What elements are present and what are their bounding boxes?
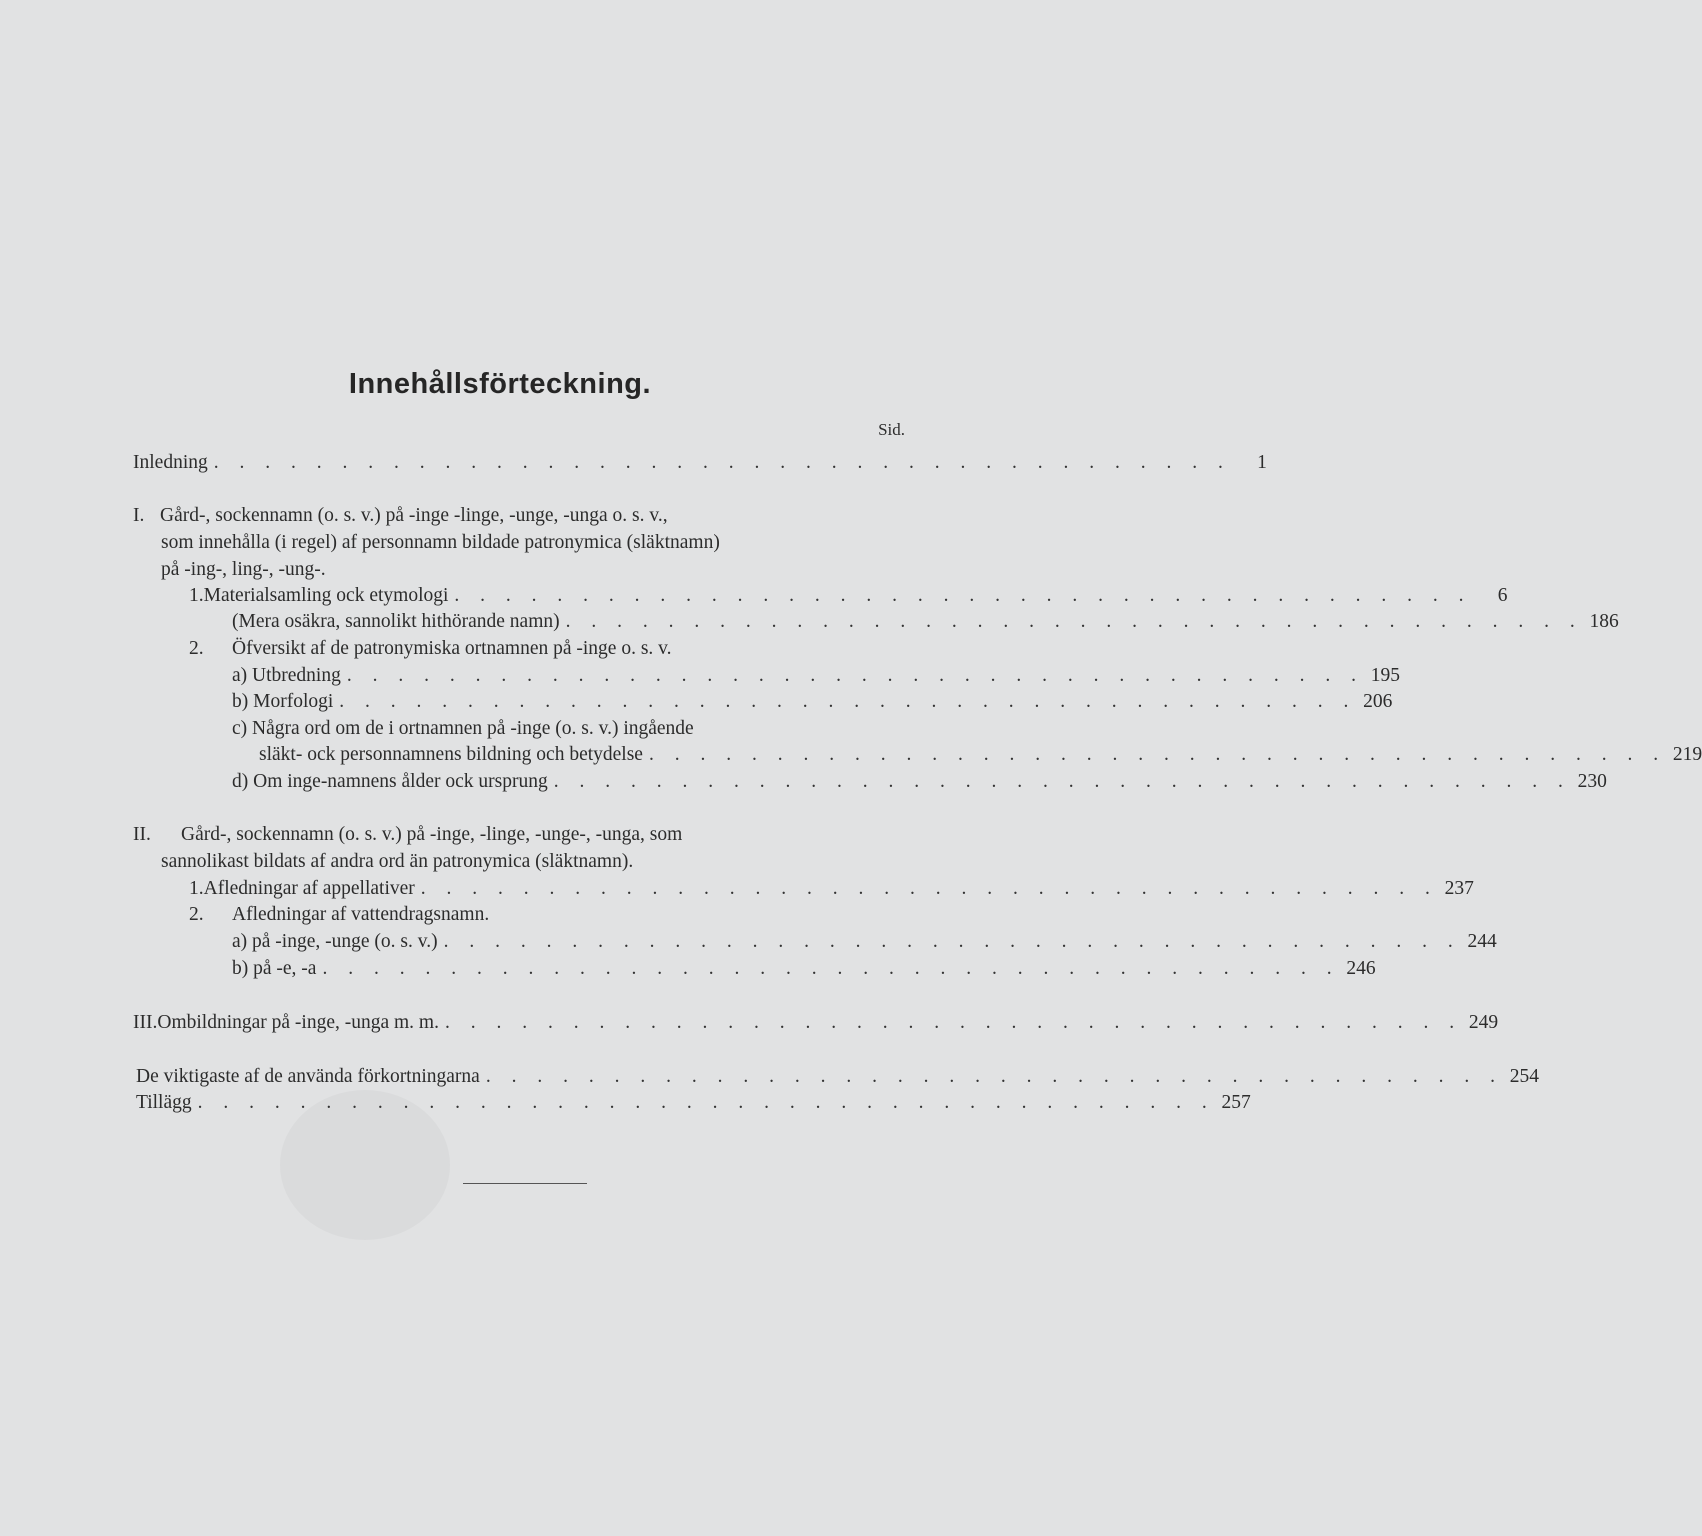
dot-leader: . . . . . . . . . . . . . . . . . . . . . . . . . . . . . . . . . . . . . . . .: [485, 1066, 1503, 1087]
section-number: III.: [133, 1012, 158, 1033]
toc-entry: [189, 636, 672, 662]
toc-entry: [189, 583, 1508, 609]
toc-entry: [189, 902, 489, 928]
toc-entry: [189, 876, 1474, 902]
entry-text: som innehålla (i regel) af personnamn bildade patronymica (släktnamn): [161, 532, 720, 553]
page-number: 237: [1444, 878, 1474, 899]
entry-text: a) Utbredning: [232, 665, 341, 686]
page-number: 230: [1577, 771, 1607, 792]
entry-text: De viktigaste af de använda förkortningarna: [136, 1066, 480, 1087]
section-number: 2.: [189, 904, 204, 925]
dot-leader: . . . . . . . . . . . . . . . . . . . . . . . . . . . . . . . . . . . . . . . .: [444, 1012, 1463, 1033]
toc-entry: [232, 929, 1497, 955]
entry-text: Tillägg: [136, 1092, 192, 1113]
entry-text: släkt- ock personnamnens bildning och betydelse: [259, 744, 643, 765]
entry-text: Inledning: [133, 452, 208, 473]
dot-leader: . . . . . . . . . . . . . . . . . . . . . . . . . . . . . . . . . . . . . . . .: [197, 1092, 1215, 1113]
dot-leader: . . . . . . . . . . . . . . . . . . . . . . . . . . . . . . . . . . . . . . . .: [420, 878, 1438, 899]
dot-leader: . . . . . . . . . . . . . . . . . . . . . . . . . . . . . . . . . . . . . . . .: [346, 665, 1364, 686]
page-column-label: Sid.: [878, 420, 905, 439]
toc-entry: [232, 716, 694, 742]
page-number: 1: [1257, 452, 1267, 473]
page-number: 244: [1467, 931, 1497, 952]
toc-entry: [232, 609, 1619, 635]
section-number: 1.: [189, 878, 204, 899]
dot-leader: . . . . . . . . . . . . . . . . . . . . . . . . . . . . . . . . . . . . . . . .: [322, 958, 1340, 979]
section-number: 1.: [189, 585, 204, 606]
dot-leader: . . . . . . . . . . . . . . . . . . . . . . . . . . . . . . . . . . . . . . . .: [443, 931, 1461, 952]
entry-text: b) på -e, -a: [232, 958, 317, 979]
toc-entry: [232, 769, 1607, 795]
toc-entry-inledning: [133, 450, 1267, 476]
entry-text: Afledningar af appellativer: [203, 878, 415, 899]
dot-leader: . . . . . . . . . . . . . . . . . . . . . . . . . . . . . . . . . . . . . . . .: [565, 611, 1583, 632]
dot-leader: . . . . . . . . . . . . . . . . . . . . . . . . . . . . . . . . . . . . . . . .: [339, 691, 1357, 712]
page-number: 6: [1497, 585, 1508, 606]
entry-text: d) Om inge-namnens ålder ock ursprung: [232, 771, 548, 792]
entry-text: (Mera osäkra, sannolikt hithörande namn): [232, 611, 560, 632]
toc-part-heading-cont: [161, 530, 720, 556]
entry-text: Öfversikt af de patronymiska ortnamnen på -inge o. s. v.: [232, 638, 672, 659]
page-number: 246: [1346, 958, 1376, 979]
entry-text: sannolikast bildats af andra ord än patronymica (släktnamn).: [161, 851, 634, 872]
entry-text: Afledningar af vattendragsnamn.: [232, 904, 490, 925]
toc-entry-tillagg: [136, 1090, 1251, 1116]
toc-part-heading: [133, 1010, 1499, 1036]
toc-entry: [232, 689, 1393, 715]
section-number: 2.: [189, 638, 204, 659]
toc-part-heading-cont: [161, 557, 326, 583]
dot-leader: . . . . . . . . . . . . . . . . . . . . . . . . . . . . . . . . . . . . . . . .: [213, 452, 1231, 473]
toc-part-heading: [133, 503, 668, 529]
page-title: Innehållsförteckning.: [348, 368, 652, 400]
entry-text: Ombildningar på -inge, -unga m. m.: [157, 1012, 439, 1033]
entry-text: b) Morfologi: [232, 691, 334, 712]
toc-entry: [232, 956, 1376, 982]
section-number: I.: [133, 505, 145, 526]
page-number: 186: [1589, 611, 1619, 632]
end-rule: [463, 1183, 587, 1184]
page-number: 249: [1468, 1012, 1499, 1033]
toc-part-heading-cont: [161, 849, 633, 875]
entry-text: a) på -inge, -unge (o. s. v.): [232, 931, 438, 952]
page-number: 206: [1363, 691, 1393, 712]
entry-text: på -ing-, ling-, -ung-.: [161, 559, 326, 580]
dot-leader: . . . . . . . . . . . . . . . . . . . . . . . . . . . . . . . . . . . . . . . .: [553, 771, 1571, 792]
toc-entry-abbreviations: [136, 1064, 1539, 1090]
entry-text: Gård-, sockennamn (o. s. v.) på -inge -linge, -unge, -unga o. s. v.,: [160, 505, 668, 526]
entry-text: Materialsamling ock etymologi: [203, 585, 449, 606]
page-number: 219: [1672, 744, 1702, 765]
page-number: 254: [1509, 1066, 1539, 1087]
toc-part-heading: [133, 822, 682, 848]
dot-leader: . . . . . . . . . . . . . . . . . . . . . . . . . . . . . . . . . . . . . . . .: [648, 744, 1667, 765]
section-number: II.: [133, 824, 151, 845]
entry-text: c) Några ord om de i ortnamnen på -inge (o. s. v.) ingående: [232, 718, 694, 739]
toc-entry: [232, 663, 1400, 689]
page-number: 257: [1221, 1092, 1251, 1113]
dot-leader: . . . . . . . . . . . . . . . . . . . . . . . . . . . . . . . . . . . . . . . .: [454, 585, 1472, 606]
page-number: 195: [1370, 665, 1400, 686]
entry-text: Gård-, sockennamn (o. s. v.) på -inge, -linge, -unge-, -unga, som: [181, 824, 683, 845]
toc-entry: [259, 742, 1702, 768]
